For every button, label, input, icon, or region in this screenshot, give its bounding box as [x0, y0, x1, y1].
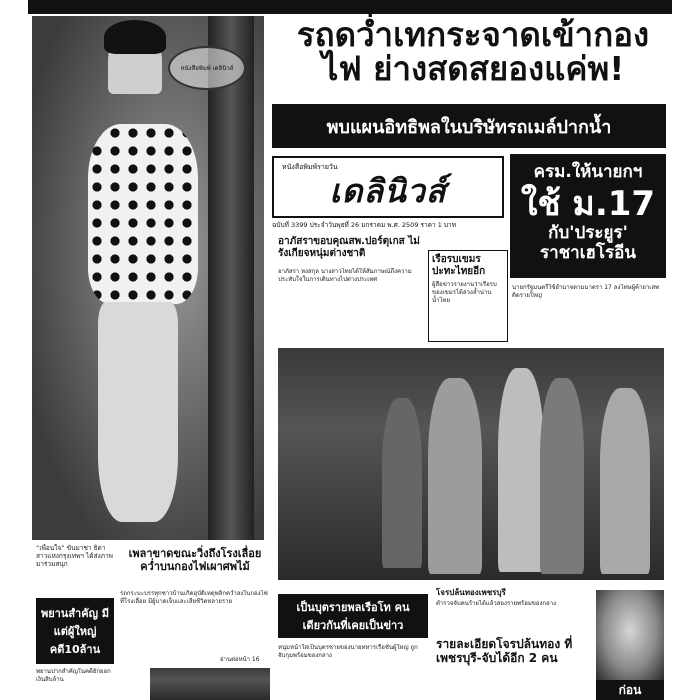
- cabinet-banner: [510, 154, 666, 278]
- gold-kicker: โจรปล้นทองเพชรบุรี: [436, 588, 506, 597]
- officials-photo: [278, 348, 664, 580]
- photo-caption: “เพื่อนใจ” ขันมาชา ธิดาสาวแห่งกรุงเทพฯ ได้ส่งภาพมาร่วมสนุก: [36, 544, 113, 568]
- officer-1: [428, 378, 482, 574]
- officer-3: [540, 378, 584, 574]
- cabinet-line-3: กับ'ประยูร': [548, 223, 628, 243]
- fire-body: รถกระบะบรรทุกชาวบ้านเกิดอุบัติเหตุพลิกคว่ำลงในกองไฟที่โรงเลื่อย มีผู้บาดเจ็บและเสียชีวิตหลายราย: [120, 590, 268, 605]
- fire-headline: เพลาขาดขณะวิ่งถึงโรงเลื่อย คว่ำบนกองไฟเผาศพไม้: [128, 547, 262, 573]
- cabinet-line-4: ราชาเฮโรอีน: [539, 243, 637, 263]
- officer-5: [382, 398, 422, 568]
- gold-body: ตำรวจจับคนร้ายได้แล้วสองรายพร้อมของกลาง: [436, 600, 557, 607]
- navy-body: หนุ่มหน้าใสเป็นบุตรชายของนายทหารเรือชั้นผู้ใหญ่ ถูกจับกุมพร้อมของกลาง: [278, 644, 418, 659]
- model-legs: [98, 302, 178, 522]
- suspect-label: ก่อน: [596, 680, 664, 700]
- arsa-body: อาภัสรา หงสกุล นางสาวไทยได้ให้สัมภาษณ์ถึงความประทับใจในการเดินทางไปต่างประเทศ: [278, 268, 412, 283]
- publisher-stamp: หนังสือพิมพ์ เดลินิวส์: [168, 46, 246, 90]
- tree-trunk: [208, 16, 254, 540]
- sub-headline-banner: พบแผนอิทธิพลในบริษัทรถเมล์ปากน้ำ: [272, 104, 666, 148]
- main-headline: รถดวํ่าเทกระจาดเข้ากองไฟ ย่างสดสยองแค่พ!: [296, 15, 650, 88]
- cabinet-body: นายกรัฐมนตรีใช้อำนาจตามมาตรา 17 ลงโทษผู้ค้ายาเสพติดรายใหญ่: [512, 284, 659, 299]
- suspect-portrait: [596, 590, 664, 680]
- boat-body: ผู้สื่อข่าวรายงานว่าเรือรบของเขมรได้ล่วงล้ำน่านน้ำไทย: [432, 281, 497, 304]
- masthead-title: เดลินิวส์: [329, 172, 447, 210]
- officer-4: [600, 388, 650, 574]
- gold-headline: รายละเอียดโจรปล้นทอง ที่เพชรบุรี-จับได้อีก 2 คน: [436, 637, 573, 665]
- swimsuit-photo: [32, 16, 264, 540]
- boat-story-box: [428, 250, 508, 342]
- navy-banner: เป็นบุตรายพลเรือโท คนเดียวกันที่เคยเป็นข่าว: [278, 594, 428, 638]
- cabinet-line-1: ครม.ให้นายกฯ: [533, 162, 643, 182]
- boat-headline: เรือรบเขมร ปะทะไทยอีก: [432, 254, 486, 277]
- arsa-headline: อาภัสราขอบคุณสพ.ปอร์ตุเกส ไม่รังเกียจหนุ่มต่างชาติ: [278, 236, 420, 259]
- model-swimsuit: [88, 124, 198, 304]
- small-portrait: [150, 668, 270, 700]
- model-hair: [104, 20, 166, 54]
- fire-continue: อ่านต่อหน้า 16: [220, 656, 260, 663]
- masthead-small-label: หนังสือพิมพ์รายวัน: [282, 163, 338, 171]
- top-black-bar: [28, 0, 672, 14]
- masthead: [272, 156, 504, 218]
- witness-banner: พยานสำคัญ มีแต่ผู้ใหญ่ คดี10ล้าน: [36, 598, 114, 664]
- issue-dateline: ฉบับที่ 3399 ประจำวันพุธที่ 26 มกราคม พ.ศ. 2509 ราคา 1 บาท: [272, 221, 456, 229]
- witness-body: พยานปากสำคัญในคดียักยอกเงินสิบล้าน: [36, 668, 111, 683]
- cabinet-line-2: ใช้ ม.17: [520, 184, 656, 224]
- officer-2: [498, 368, 544, 572]
